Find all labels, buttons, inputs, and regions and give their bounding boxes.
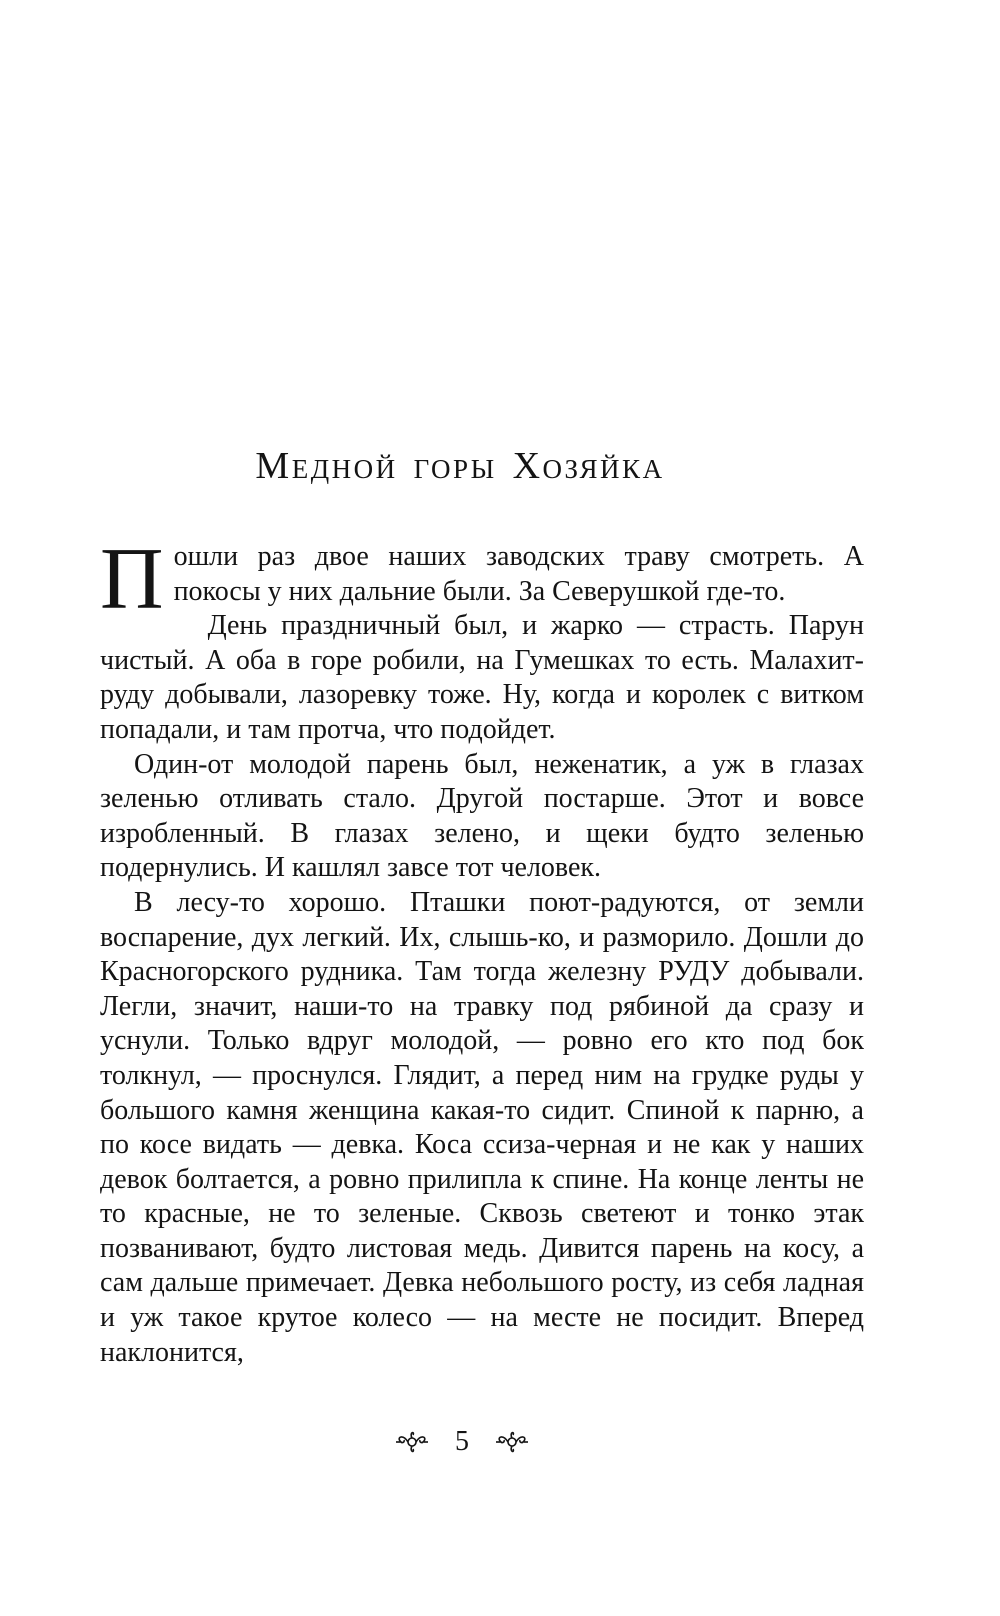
- drop-cap: П: [100, 531, 164, 628]
- paragraph: Один-от молодой парень был, неженатик, а уж в глазах зеленью отливать стало. Другой постарше. Этот и вовсе изробленный. В глазах зелено, и щеки будто зеленью подернулись. И кашлял завсе тот человек.: [100, 748, 864, 884]
- chapter-title: Медной горы Хозяйка: [255, 445, 665, 487]
- body-text: [100, 531, 864, 1370]
- left-ornament-icon: [395, 1429, 429, 1455]
- page-number: 5: [455, 1426, 469, 1457]
- paragraph-text: ошли раз двое наших заводских траву смотреть. А покосы у них дальние были. За Северушкой где-то.: [173, 541, 864, 607]
- paragraph: [100, 531, 864, 628]
- paragraph: В лесу-то хорошо. Пташки поют-радуются, от земли воспарение, дух легкий. Их, слышь-ко, и разморило. Дошли до Красногорского рудника. Там тогда железну РУДУ добывали. Легли, значит, наши-то на травку под рябиной да сразу и уснули. Только вдруг молодой, — ровно его кто под бок толкнул, — проснулся. Глядит, а перед ним на грудке руды у большого камня женщина какая-то сидит. Спиной к парню, а по косе видать — девка. Коса ссиза-черная и не как у наших девок болтается, а ровно прилипла к спине. На конце ленты не то красные, не то зеленые. Сквозь светеют и тонко этак позванивают, будто листовая медь. Дивится парень на косу, а сам дальше примечает. Девка небольшого росту, из себя ладная и уж такое крутое колесо — на месте не посидит. Вперед наклонится,: [100, 886, 864, 1368]
- right-ornament-icon: [495, 1429, 529, 1455]
- page-footer: [0, 1422, 962, 1462]
- paragraph: День праздничный был, и жарко — страсть. Парун чистый. А оба в горе робили, на Гумешках то есть. Малахит-руду добывали, лазоревку тоже. Ну, когда и королек с витком попадали, и там протча, что подойдет.: [100, 610, 864, 745]
